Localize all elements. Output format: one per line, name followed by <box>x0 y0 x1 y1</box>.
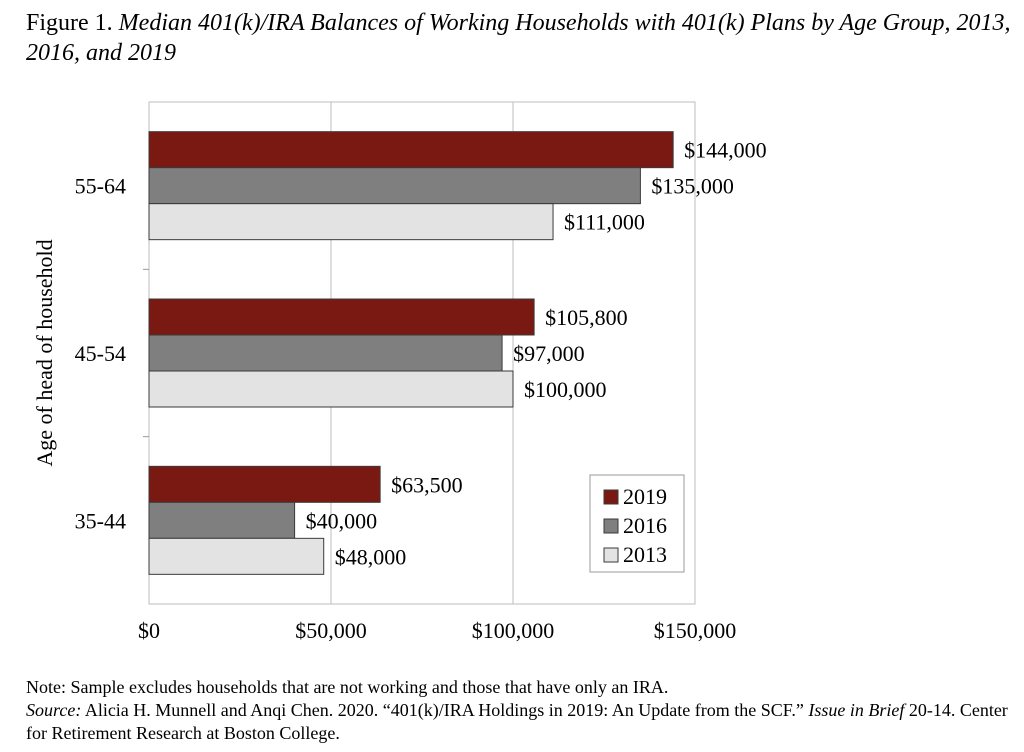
figure-title-text: Median 401(k)/IRA Balances of Working Households with 401(k) Plans by Age Group, 2013, 2016, and 2019 <box>26 10 1011 66</box>
bar-2016-55-64 <box>149 168 640 204</box>
data-label: $144,000 <box>684 137 767 163</box>
source-citation-end: 20-14. Center for Retirement Research at Boston College. <box>26 700 1008 743</box>
data-label: $40,000 <box>305 508 378 534</box>
chart-notes <box>26 676 1016 745</box>
data-label: $63,500 <box>391 472 463 498</box>
data-label: $100,000 <box>524 377 607 402</box>
legend-label: 2013 <box>623 542 667 567</box>
source-label: Source: <box>26 700 82 720</box>
bar-2013-45-54 <box>149 371 513 407</box>
y-category-label: 55-64 <box>74 173 126 199</box>
x-tick-label: $150,000 <box>653 618 737 643</box>
legend-label: 2019 <box>623 484 667 509</box>
bar-2013-55-64 <box>149 204 553 240</box>
source-citation: Alicia H. Munnell and Anqi Chen. 2020. “401(k)/IRA Holdings in 2019: An Update from the SCF.” <box>81 700 809 720</box>
bar-2013-35-44 <box>149 538 324 574</box>
data-label: $135,000 <box>651 173 734 199</box>
legend-label: 2016 <box>623 513 667 538</box>
data-label: $48,000 <box>334 544 407 570</box>
bar-2016-45-54 <box>149 335 502 371</box>
figure-number: Figure 1. <box>26 10 113 36</box>
data-label: $111,000 <box>564 209 645 235</box>
source-text <box>26 699 1016 745</box>
bar-2019-45-54 <box>149 299 534 335</box>
y-category-label: 35-44 <box>74 508 126 534</box>
legend-swatch-2016 <box>604 519 618 533</box>
y-category-label: 45-54 <box>74 341 126 366</box>
x-tick-label: $100,000 <box>471 618 555 643</box>
y-axis-label: Age of head of household <box>32 239 57 467</box>
bar-2019-55-64 <box>149 132 673 168</box>
source-issue: Issue in Brief <box>808 700 905 720</box>
data-label: $105,800 <box>545 305 628 330</box>
bar-2019-35-44 <box>149 466 380 502</box>
legend-swatch-2019 <box>604 490 618 504</box>
note-text: Note: Sample excludes households that are not working and those that have only an IRA. <box>26 677 669 697</box>
data-label: $97,000 <box>513 341 585 366</box>
x-tick-label: $50,000 <box>295 618 367 643</box>
bar-2016-35-44 <box>149 502 295 538</box>
legend-swatch-2013 <box>604 548 618 562</box>
x-tick-label: $0 <box>138 618 160 643</box>
